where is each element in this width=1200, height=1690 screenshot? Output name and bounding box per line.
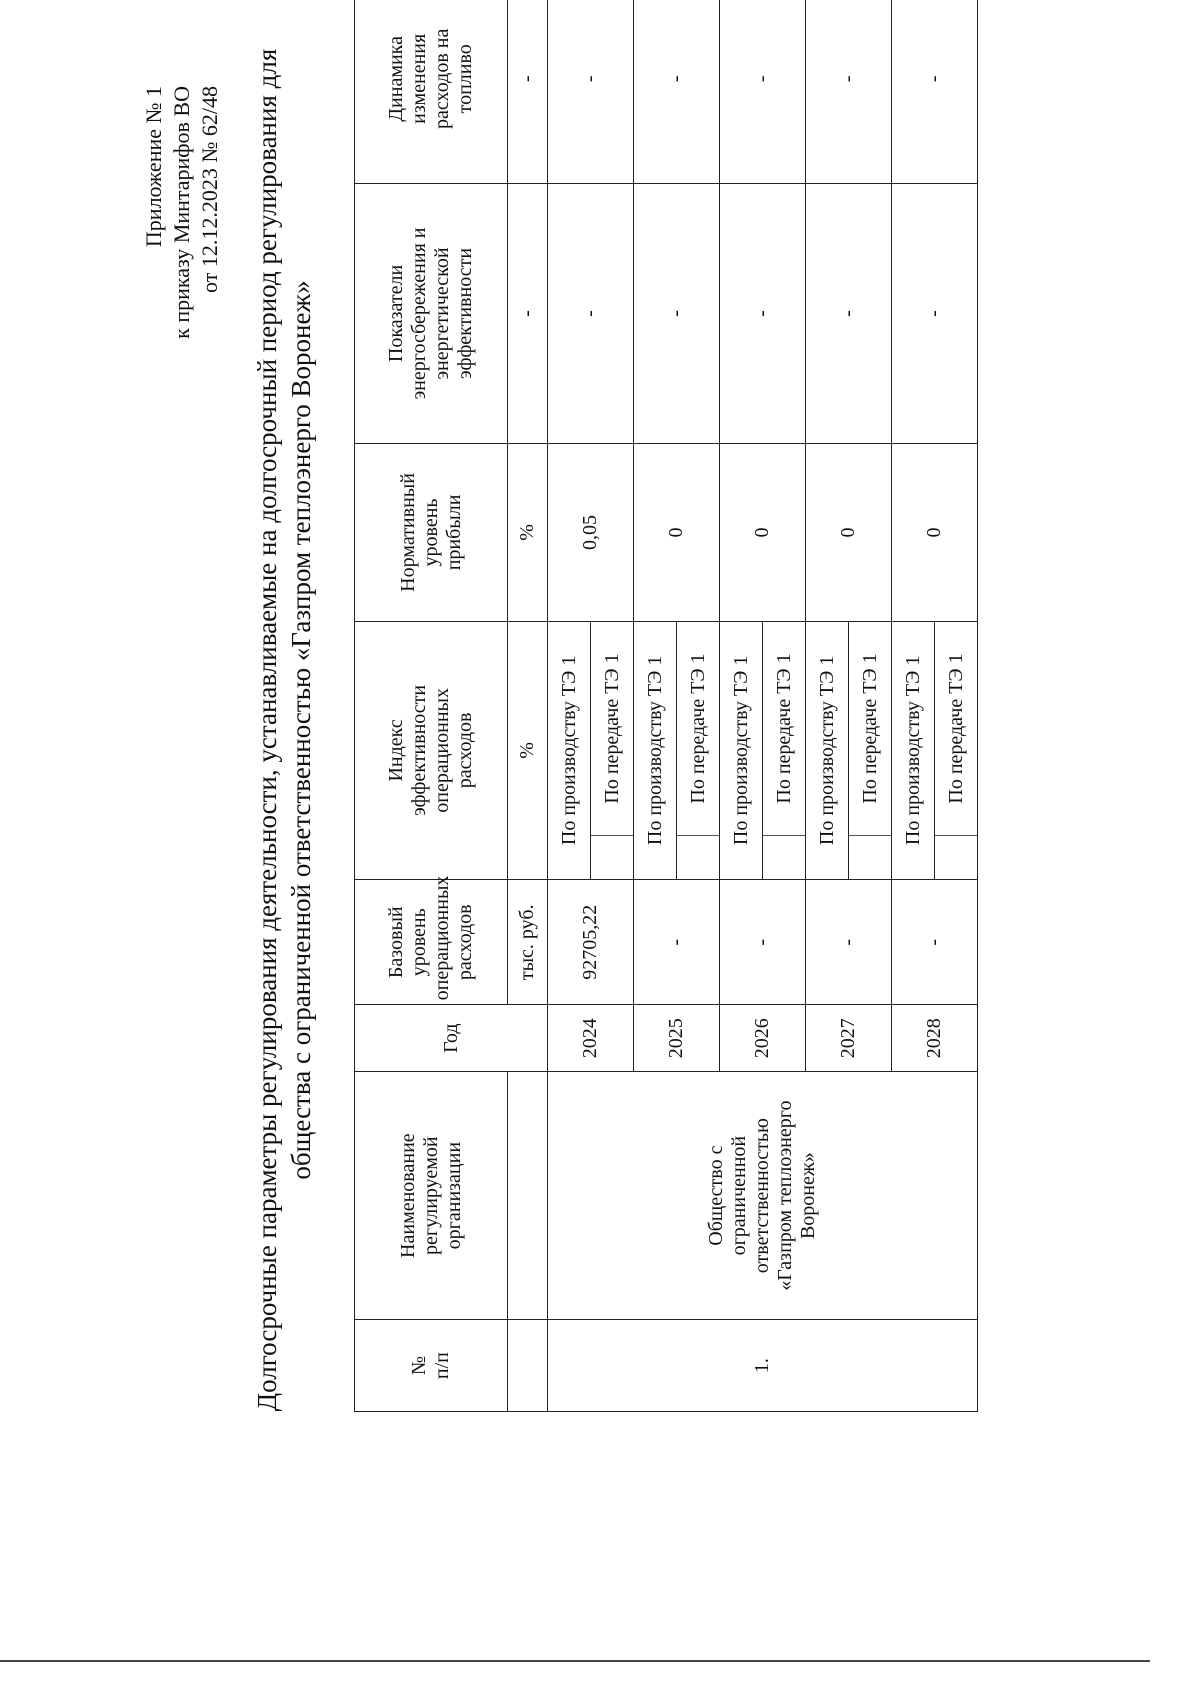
base-level-cell: - [892,880,978,1005]
units-fuel-dynamics: - [508,0,548,183]
index-spacer-cell [591,836,634,880]
profit-level-cell: 0,05 [548,444,634,621]
units-row [508,0,548,1412]
year-cell: 2025 [634,1005,720,1072]
index-production-cell: По производству ТЭ 1 [548,621,591,880]
base-level-cell: - [806,880,892,1005]
base-level-cell: 92705,22 [548,880,634,1005]
energy-indicators-cell: - [720,183,806,444]
units-energy-indicators: - [508,183,548,444]
energy-indicators-cell: - [892,183,978,444]
energy-indicators-cell: - [548,183,634,444]
index-production-cell: По производству ТЭ 1 [720,621,763,880]
index-production-cell: По производству ТЭ 1 [634,621,677,880]
index-spacer-cell [677,836,720,880]
appendix-note [140,86,224,339]
index-production-cell: По производству ТЭ 1 [806,621,849,880]
fuel-dynamics-cell: - [806,0,892,183]
energy-indicators-cell: - [634,183,720,444]
header-efficiency-index: Индекс эффективности операционных расходов [355,621,508,880]
scan-edge-line [0,1660,1150,1662]
profit-level-cell: 0 [892,444,978,621]
units-organization [508,1072,548,1320]
header-energy-indicators: Показатели энергосбережения и энергетической эффективности [355,183,508,444]
header-fuel-dynamics: Динамика изменения расходов на топливо [355,0,508,183]
index-transfer-cell: По передаче ТЭ 1 [677,621,720,836]
document-title [250,0,318,1490]
index-transfer-cell: По передаче ТЭ 1 [591,621,634,836]
index-spacer-cell [849,836,892,880]
fuel-dynamics-cell: - [720,0,806,183]
appendix-line-1: Приложение № 1 [141,86,166,248]
table-row [548,0,591,1412]
row-number: 1. [548,1320,978,1412]
base-level-cell: - [720,880,806,1005]
organization-name: Общество с ограниченной ответственностью «Газпром теплоэнерго Воронеж» [548,1072,978,1320]
title-line-1: Долгосрочные параметры регулирования деятельности, устанавливаемые на долгосрочный период регулирования для [252,48,282,1412]
index-spacer-cell [935,836,978,880]
header-profit-level: Нормативный уровень прибыли [355,444,508,621]
parameters-table [354,0,978,1412]
base-level-cell: - [634,880,720,1005]
units-number [508,1320,548,1412]
appendix-line-2: к приказу Минтарифов ВО [169,86,194,339]
energy-indicators-cell: - [806,183,892,444]
year-cell: 2024 [548,1005,634,1072]
year-cell: 2028 [892,1005,978,1072]
header-number: № п/п [355,1320,508,1412]
header-row [355,0,508,1412]
title-line-2: общества с ограниченной ответственностью «Газпром теплоэнерго Воронеж» [286,280,316,1180]
profit-level-cell: 0 [720,444,806,621]
index-spacer-cell [763,836,806,880]
fuel-dynamics-cell: - [634,0,720,183]
year-cell: 2027 [806,1005,892,1072]
appendix-line-3: от 12.12.2023 № 62/48 [197,86,222,293]
fuel-dynamics-cell: - [548,0,634,183]
profit-level-cell: 0 [806,444,892,621]
header-base-level: Базовый уровень операционных расходов [355,880,508,1005]
units-base-level: тыс. руб. [508,880,548,1005]
index-transfer-cell: По передаче ТЭ 1 [763,621,806,836]
index-transfer-cell: По передаче ТЭ 1 [935,621,978,836]
profit-level-cell: 0 [634,444,720,621]
fuel-dynamics-cell: - [892,0,978,183]
header-organization: Наименование регулируемой организации [355,1072,508,1320]
header-year: Год [355,1005,548,1072]
index-transfer-cell: По передаче ТЭ 1 [849,621,892,836]
index-production-cell: По производству ТЭ 1 [892,621,935,880]
units-profit-level: % [508,444,548,621]
units-efficiency-index: % [508,621,548,880]
year-cell: 2026 [720,1005,806,1072]
